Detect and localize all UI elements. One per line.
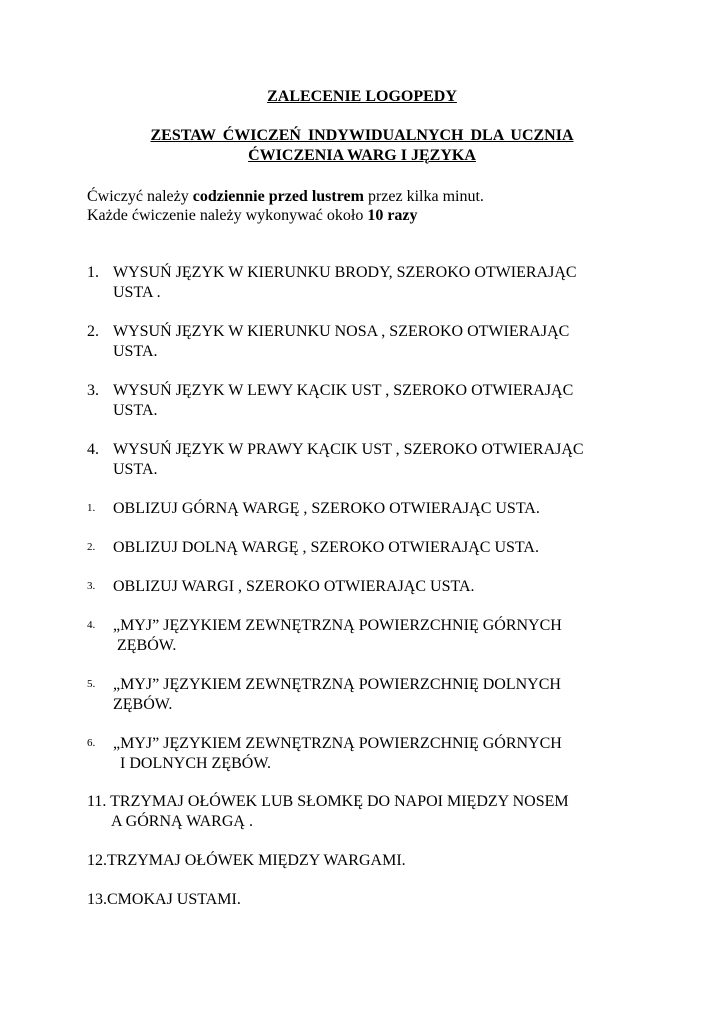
item-number: 2. (87, 541, 96, 553)
item-number: 5. (87, 678, 96, 690)
item-text: OBLIZUJ DOLNĄ WARGĘ , SZEROKO OTWIERAJĄC USTA. (113, 539, 539, 556)
item-number: 3. (87, 580, 96, 592)
list-item (87, 498, 647, 519)
subtitle-line-2: ĆWICZENIA WARG I JĘZYKA (248, 147, 476, 164)
list-item (87, 792, 569, 832)
item-text-continuation: I DOLNYCH ZĘBÓW. (120, 755, 271, 772)
list-item (87, 615, 647, 656)
item-text-continuation: ZĘBÓW. (113, 696, 173, 713)
list-item (87, 440, 687, 480)
intro-line-2 (87, 206, 418, 226)
document-title: ZALECENIE LOGOPEDY (267, 88, 457, 105)
intro-emphasis: 10 razy (367, 207, 418, 224)
list-item (87, 851, 406, 871)
item-number: 4. (87, 619, 96, 631)
item-text-continuation: ZĘBÓW. (117, 637, 177, 654)
item-text: OBLIZUJ WARGI , SZEROKO OTWIERAJĄC USTA. (113, 578, 475, 595)
intro-text: Każde ćwiczenie należy wykonywać około (87, 207, 368, 224)
intro-emphasis: codziennie przed lustrem (192, 188, 364, 205)
item-text-continuation: USTA. (113, 402, 158, 419)
item-text: 12.TRZYMAJ OŁÓWEK MIĘDZY WARGAMI. (87, 852, 406, 869)
item-number: 2. (87, 323, 99, 340)
item-text: „MYJ” JĘZYKIEM ZEWNĘTRZNĄ POWIERZCHNIĘ GÓRNYCH (113, 617, 562, 634)
list-item (87, 890, 241, 910)
item-text-continuation: USTA. (113, 343, 158, 360)
list-item (87, 576, 647, 597)
item-number: 1. (87, 502, 96, 514)
item-text-continuation: USTA. (113, 461, 158, 478)
list-item (87, 733, 647, 774)
item-text: OBLIZUJ GÓRNĄ WARGĘ , SZEROKO OTWIERAJĄC USTA. (113, 500, 540, 517)
list-item (87, 674, 647, 715)
list-item (87, 537, 647, 558)
list-item (87, 322, 647, 362)
item-number: 3. (87, 382, 99, 399)
item-text: WYSUŃ JĘZYK W LEWY KĄCIK UST , SZEROKO OTWIERAJĄC (113, 382, 574, 399)
item-text-continuation: USTA . (113, 284, 161, 301)
item-text: 13.CMOKAJ USTAMI. (87, 891, 241, 908)
item-number: 6. (87, 737, 96, 749)
intro-text: Ćwiczyć należy (87, 188, 193, 205)
item-text: „MYJ” JĘZYKIEM ZEWNĘTRZNĄ POWIERZCHNIĘ DOLNYCH (113, 676, 561, 693)
subtitle-line-1: ZESTAW ĆWICZEŃ INDYWIDUALNYCH DLA UCZNIA (150, 127, 574, 144)
item-number: 4. (87, 441, 99, 458)
list-item (87, 381, 647, 421)
item-text: 11. TRZYMAJ OŁÓWEK LUB SŁOMKĘ DO NAPOI MIĘDZY NOSEM (87, 793, 569, 810)
item-text-continuation: A GÓRNĄ WARGĄ . (111, 813, 253, 830)
item-number: 1. (87, 264, 99, 281)
list-item (87, 263, 647, 303)
item-text: „MYJ” JĘZYKIEM ZEWNĘTRZNĄ POWIERZCHNIĘ GÓRNYCH (113, 735, 562, 752)
intro-text: przez kilka minut. (363, 188, 484, 205)
item-text: WYSUŃ JĘZYK W KIERUNKU BRODY, SZEROKO OTWIERAJĄC (113, 264, 577, 281)
item-text: WYSUŃ JĘZYK W KIERUNKU NOSA , SZEROKO OTWIERAJĄC (113, 323, 570, 340)
intro-line-1 (87, 187, 484, 207)
item-text: WYSUŃ JĘZYK W PRAWY KĄCIK UST , SZEROKO OTWIERAJĄC (113, 441, 584, 458)
